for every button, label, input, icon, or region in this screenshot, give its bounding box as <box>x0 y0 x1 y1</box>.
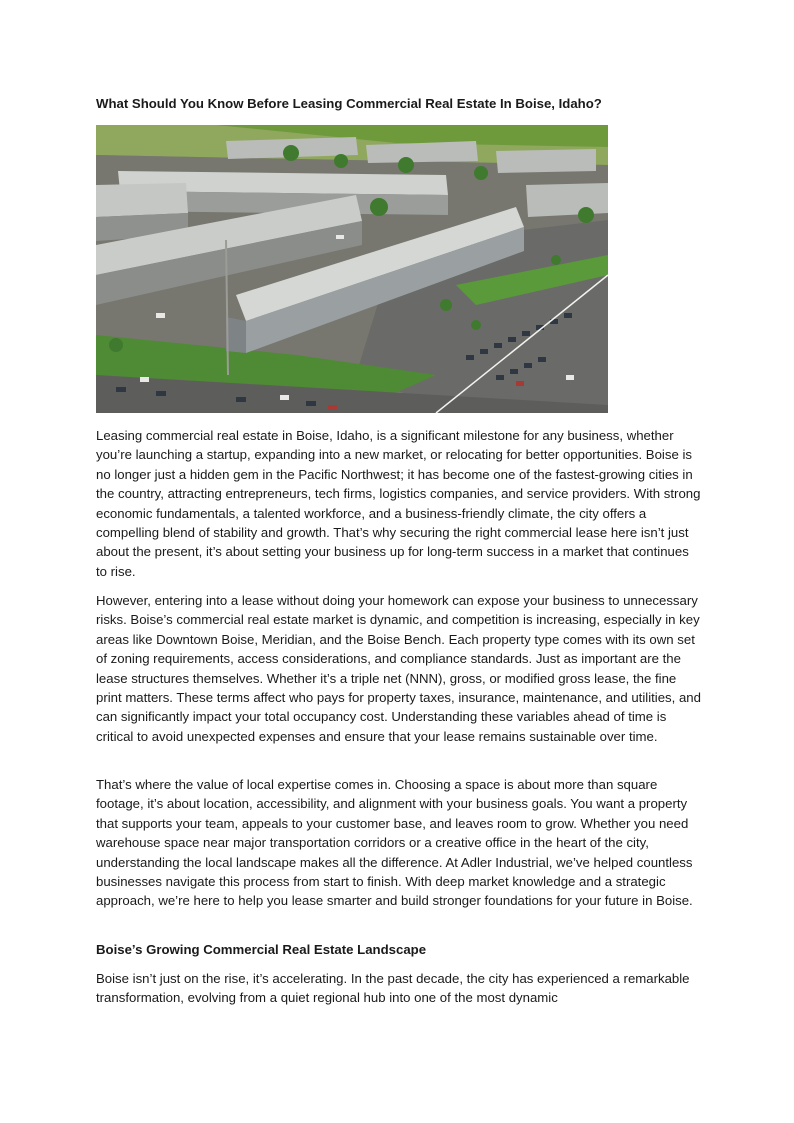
page-title: What Should You Know Before Leasing Commercial Real Estate In Boise, Idaho? <box>96 96 602 111</box>
risks-paragraph: However, entering into a lease without doing your homework can expose your business to unnecessary risks. Boise’s commercial real estate market is dynamic, and competition is increasing, especially in key areas like Downtown Boise, Meridian, and the Boise Bench. Each property type comes with its own set of zoning requirements, access considerations, and compliance standards. Just as important are the lease structures themselves. Whether it’s a triple net (NNN), gross, or modified gross lease, the fine print matters. These terms affect who pays for property taxes, insurance, maintenance, and utilities, and can significantly impact your total occupancy cost. Understanding these variables ahead of time is critical to avoid unexpected expenses and ensure that your lease remains sustainable over time. <box>96 593 701 744</box>
expertise-paragraph: That’s where the value of local expertise comes in. Choosing a space is about more than square footage, it’s about location, accessibility, and alignment with your business goals. You want a property that supports your team, appeals to your customer base, and leaves room to grow. Whether you need warehouse space near major transportation corridors or a creative office in the heart of the city, understanding the local landscape makes all the difference. At Adler Industrial, we’ve helped countless businesses navigate this process from start to finish. With deep market knowledge and a strategic approach, we’re here to help you lease smarter and build stronger foundations for your future in Boise. <box>96 777 693 909</box>
section-heading: Boise’s Growing Commercial Real Estate Landscape <box>96 942 427 957</box>
industrial-park-aerial-photo <box>96 125 608 413</box>
section-paragraph: Boise isn’t just on the rise, it’s accelerating. In the past decade, the city has experienced a remarkable transformation, evolving from a quiet regional hub into one of the most dynamic <box>96 971 690 1006</box>
intro-paragraph: Leasing commercial real estate in Boise, Idaho, is a significant milestone for any business, whether you’re launching a startup, expanding into a new market, or relocating for better opportunities. Boise is no longer just a hidden gem in the Pacific Northwest; it has become one of the fastest-growing cities in the country, attracting entrepreneurs, tech firms, logistics companies, and service providers. With strong economic fundamentals, a talented workforce, and a business-friendly climate, the city offers a compelling blend of stability and growth. That’s why securing the right commercial lease here isn’t just about the present, it’s about setting your business up for long-term success in a market that continues to rise. <box>96 428 701 579</box>
